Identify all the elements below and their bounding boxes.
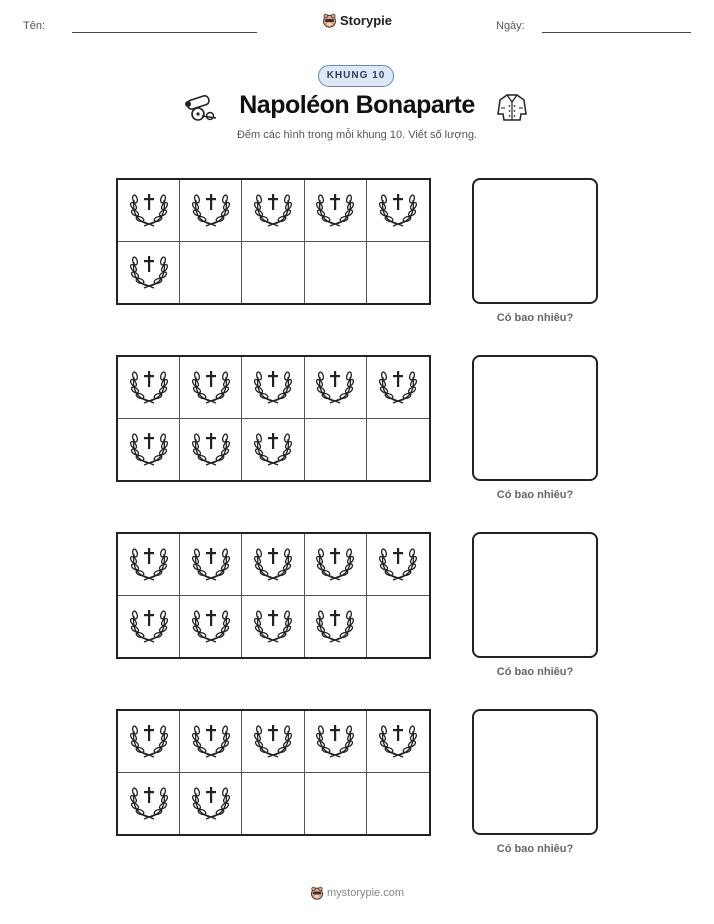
ten-frame-cell-filled bbox=[242, 534, 304, 596]
laurel-wreath-cross-icon bbox=[189, 540, 233, 589]
ten-frame-cell-filled bbox=[118, 180, 180, 242]
laurel-wreath-cross-icon bbox=[189, 779, 233, 828]
uniform-jacket-icon bbox=[496, 92, 528, 122]
ten-frame-cell-filled bbox=[367, 534, 429, 596]
ten-frame-cell-filled bbox=[305, 534, 367, 596]
ten-frame-cell-filled bbox=[305, 180, 367, 242]
laurel-wreath-cross-icon bbox=[376, 717, 420, 766]
laurel-wreath-cross-icon bbox=[251, 540, 295, 589]
laurel-wreath-cross-icon bbox=[251, 186, 295, 235]
answer-question: Có bao nhiêu? bbox=[496, 666, 574, 678]
page-title: Napoléon Bonaparte bbox=[239, 91, 475, 119]
ten-frame-cell-empty bbox=[242, 242, 304, 304]
ten-frame-cell-empty bbox=[367, 419, 429, 481]
laurel-wreath-cross-icon bbox=[313, 540, 357, 589]
instructions: Đếm các hình trong mỗi khung 10. Viết số lượng. bbox=[236, 129, 477, 141]
ten-frame bbox=[116, 178, 431, 305]
ten-frame-cell-empty bbox=[180, 242, 242, 304]
brand-name: Storypie bbox=[339, 13, 392, 29]
ten-frame-cell-filled bbox=[367, 357, 429, 419]
ten-frame-cell-filled bbox=[242, 596, 304, 658]
ten-frame-cell-filled bbox=[180, 596, 242, 658]
ten-frame-cell-filled bbox=[305, 711, 367, 773]
laurel-wreath-cross-icon bbox=[127, 717, 171, 766]
answer-question: Có bao nhiêu? bbox=[496, 312, 574, 324]
answer-box[interactable] bbox=[472, 532, 598, 658]
ten-frame-cell-empty bbox=[367, 773, 429, 835]
laurel-wreath-cross-icon bbox=[189, 186, 233, 235]
laurel-wreath-cross-icon bbox=[313, 717, 357, 766]
ten-frame-cell-filled bbox=[118, 419, 180, 481]
answer-question: Có bao nhiêu? bbox=[496, 489, 574, 501]
ten-frame-cell-filled bbox=[180, 534, 242, 596]
storypie-mascot-icon bbox=[310, 886, 324, 900]
laurel-wreath-cross-icon bbox=[127, 540, 171, 589]
ten-frame-cell-filled bbox=[305, 357, 367, 419]
ten-frame-cell-filled bbox=[118, 711, 180, 773]
ten-frame-cell-empty bbox=[305, 773, 367, 835]
laurel-wreath-cross-icon bbox=[376, 540, 420, 589]
laurel-wreath-cross-icon bbox=[313, 186, 357, 235]
laurel-wreath-cross-icon bbox=[127, 186, 171, 235]
laurel-wreath-cross-icon bbox=[251, 602, 295, 651]
answer-box[interactable] bbox=[472, 709, 598, 835]
laurel-wreath-cross-icon bbox=[313, 602, 357, 651]
laurel-wreath-cross-icon bbox=[189, 425, 233, 474]
ten-frame bbox=[116, 355, 431, 482]
ten-frame-cell-filled bbox=[118, 596, 180, 658]
laurel-wreath-cross-icon bbox=[376, 186, 420, 235]
ten-frame-cell-filled bbox=[180, 773, 242, 835]
ten-frame-cell-empty bbox=[305, 419, 367, 481]
laurel-wreath-cross-icon bbox=[127, 425, 171, 474]
laurel-wreath-cross-icon bbox=[376, 363, 420, 412]
ten-frame-cell-empty bbox=[367, 242, 429, 304]
ten-frame-cell-filled bbox=[180, 419, 242, 481]
ten-frame-cell-filled bbox=[367, 711, 429, 773]
ten-frame-cell-filled bbox=[180, 711, 242, 773]
ten-frame-cell-filled bbox=[242, 711, 304, 773]
ten-frame-cell-filled bbox=[118, 773, 180, 835]
laurel-wreath-cross-icon bbox=[127, 602, 171, 651]
laurel-wreath-cross-icon bbox=[127, 248, 171, 297]
name-line[interactable] bbox=[72, 32, 257, 33]
ten-frame-cell-empty bbox=[367, 596, 429, 658]
storypie-mascot-icon bbox=[322, 13, 337, 28]
ten-frame-cell-filled bbox=[118, 357, 180, 419]
laurel-wreath-cross-icon bbox=[189, 363, 233, 412]
ten-frame-cell-filled bbox=[180, 180, 242, 242]
ten-frame-cell-filled bbox=[305, 596, 367, 658]
date-label: Ngày: bbox=[496, 20, 525, 32]
brand-logo bbox=[0, 12, 714, 28]
ten-frame-cell-filled bbox=[242, 357, 304, 419]
ten-frame-cell-filled bbox=[118, 534, 180, 596]
ten-frame-cell-filled bbox=[367, 180, 429, 242]
ten-frame-cell-filled bbox=[180, 357, 242, 419]
laurel-wreath-cross-icon bbox=[127, 779, 171, 828]
laurel-wreath-cross-icon bbox=[189, 602, 233, 651]
laurel-wreath-cross-icon bbox=[313, 363, 357, 412]
worksheet-type-badge: KHUNG 10 bbox=[318, 65, 394, 87]
laurel-wreath-cross-icon bbox=[189, 717, 233, 766]
laurel-wreath-cross-icon bbox=[251, 363, 295, 412]
ten-frame-cell-empty bbox=[242, 773, 304, 835]
date-line[interactable] bbox=[542, 32, 691, 33]
answer-question: Có bao nhiêu? bbox=[496, 843, 574, 855]
laurel-wreath-cross-icon bbox=[251, 717, 295, 766]
laurel-wreath-cross-icon bbox=[251, 425, 295, 474]
name-label: Tên: bbox=[23, 20, 46, 32]
ten-frame bbox=[116, 709, 431, 836]
ten-frame bbox=[116, 532, 431, 659]
footer bbox=[0, 886, 714, 900]
laurel-wreath-cross-icon bbox=[127, 363, 171, 412]
answer-box[interactable] bbox=[472, 178, 598, 304]
footer-site: mystorypie.com bbox=[326, 887, 405, 899]
ten-frame-cell-filled bbox=[242, 180, 304, 242]
ten-frame-cell-empty bbox=[305, 242, 367, 304]
ten-frame-cell-filled bbox=[242, 419, 304, 481]
answer-box[interactable] bbox=[472, 355, 598, 481]
ten-frame-cell-filled bbox=[118, 242, 180, 304]
